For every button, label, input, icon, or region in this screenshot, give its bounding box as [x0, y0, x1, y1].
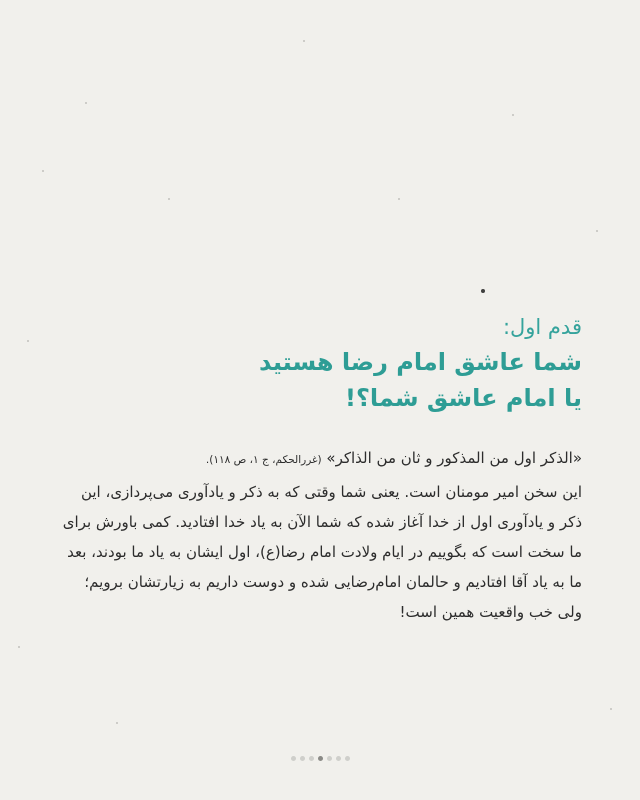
pagination-dot[interactable]: [300, 756, 305, 761]
pagination-dot[interactable]: [345, 756, 350, 761]
decorative-speck: [42, 170, 44, 172]
decorative-speck: [116, 722, 118, 724]
title-line-1: شما عاشق امام رضا هستید: [259, 348, 582, 376]
decorative-speck: [610, 708, 612, 710]
quote-source: (غررالحکم، ج ۱، ص ۱۱۸).: [205, 454, 322, 466]
quote-text: «الذکر اول من المذکور و ثان من الذاکر»: [326, 449, 582, 467]
quote: [58, 446, 582, 473]
pagination-dot-active[interactable]: [318, 756, 323, 761]
decorative-speck: [18, 646, 20, 648]
decorative-speck: [481, 289, 485, 293]
decorative-speck: [398, 198, 400, 200]
title-line-2: یا امام عاشق شما؟!: [345, 384, 582, 412]
decorative-speck: [596, 230, 598, 232]
pagination-dot[interactable]: [336, 756, 341, 761]
decorative-speck: [85, 102, 87, 104]
decorative-speck: [27, 340, 29, 342]
pagination-dot[interactable]: [309, 756, 314, 761]
decorative-speck: [303, 40, 305, 42]
body-text: این سخن امیر مومنان است. یعنی شما وقتی که به ذکر و یادآوری می‌پردازی، این ذکر و یادآوری اول از خدا آغاز شده که شما الآن به یاد خدا افتادید. کمی باورش برای ما سخت است که بگوییم در ایام ولادت امام رضا(ع)، اول ایشان به یاد ما بودند، بعد ما به یاد آقا افتادیم و حالمان امام‌رضایی شده و دوست داریم به زیارتشان برویم؛ ولی خب واقعیت همین است!: [62, 483, 582, 621]
post-title: [58, 344, 582, 416]
post-content: [58, 312, 582, 627]
decorative-speck: [512, 114, 514, 116]
carousel-pagination: [0, 756, 640, 761]
decorative-speck: [168, 198, 170, 200]
step-label: قدم اول:: [502, 315, 582, 339]
pagination-dot[interactable]: [291, 756, 296, 761]
pagination-dot[interactable]: [327, 756, 332, 761]
